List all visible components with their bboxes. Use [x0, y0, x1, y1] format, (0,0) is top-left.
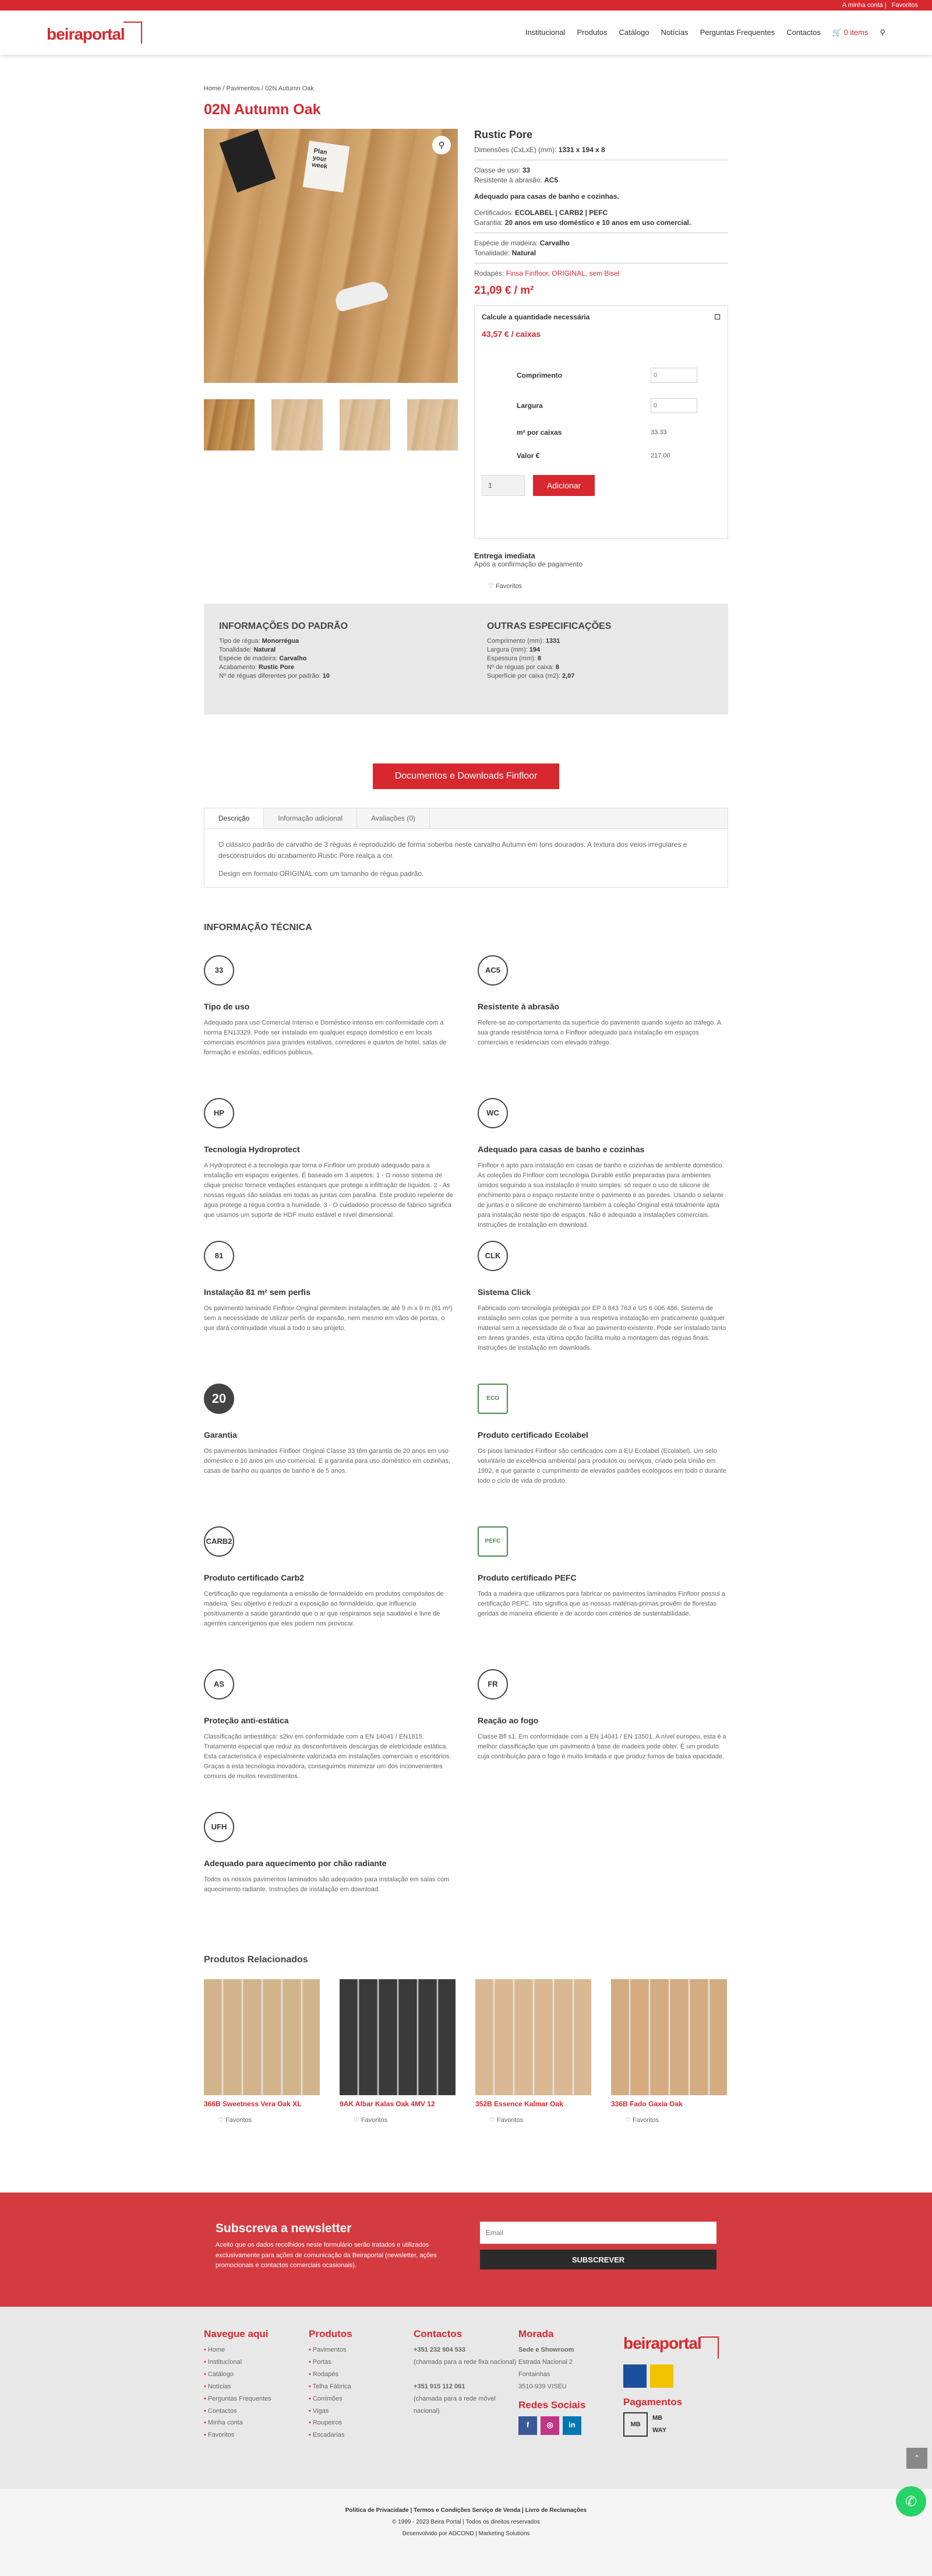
feature-title: Reação ao fogo: [478, 1716, 539, 1725]
footer-link[interactable]: • Catálogo: [204, 2369, 309, 2381]
related-image[interactable]: [475, 1979, 591, 2095]
phone-note: (chamada para a rede fixa nacional): [414, 2358, 517, 2366]
spec-label: Acabamento:: [219, 664, 257, 671]
thumbnail[interactable]: [340, 399, 390, 451]
product-main-image[interactable]: [204, 129, 458, 383]
morada-line: Sede e Showroom: [518, 2346, 574, 2354]
m2-label: m² por caixas: [517, 428, 562, 437]
copyright: © 1999 - 2023 Beira Portal | Todos os direitos reservados: [392, 2519, 540, 2525]
feature-title: Proteção anti-estática: [204, 1716, 289, 1725]
spec-value: 8: [555, 664, 559, 671]
valor-value: 217.00: [651, 452, 670, 459]
feature-text: Classe Bfl s1. Em conformidade com a EN 14041 / EN 13501. A nível europeu, esta é a melhor classificação que um pavimento à base de madeira pode obter. É um produto cuja contribuição para o fogo é muito limitada e que produz fumos de baixa opacidade.: [478, 1733, 726, 1760]
padrao-title: INFORMAÇÕES DO PADRÃO: [219, 621, 348, 631]
valor-label: Valor €: [517, 452, 540, 460]
feature-icon: HP: [204, 1098, 234, 1128]
rod-link[interactable]: Finsa Finfloor, ORIGINAL, sem Bisel: [506, 269, 620, 277]
ton-label: Tonalidade:: [474, 249, 510, 257]
logo-mark: [700, 2336, 719, 2359]
entrega-title: Entrega imediata: [474, 551, 535, 560]
related-name[interactable]: 366B Sweetness Vera Oak XL: [204, 2100, 302, 2108]
spec-label: Espécie de madeira:: [219, 655, 278, 662]
feature-title: Adequado para aquecimento por chão radiante: [204, 1859, 387, 1868]
back-to-top-button[interactable]: ⌃: [906, 2448, 927, 2469]
spec-label: Largura (mm):: [487, 646, 528, 653]
calc-title: Calcule a quantidade necessária: [482, 313, 590, 321]
comp-input[interactable]: [651, 368, 697, 383]
related-name[interactable]: 336B Fado Gaxia Oak: [611, 2100, 683, 2108]
footer-link[interactable]: • Roupeiros: [309, 2417, 414, 2429]
email-input[interactable]: [480, 2222, 716, 2244]
heart-icon: ♡: [218, 2117, 224, 2124]
tech-feature: [478, 1669, 728, 1812]
tech-feature: [204, 1098, 454, 1241]
footer-link[interactable]: • Minha conta: [204, 2417, 309, 2429]
footer-morada-title: Morada: [518, 2328, 554, 2339]
tech-feature: [204, 1384, 454, 1526]
add-to-cart-button[interactable]: Adicionar: [533, 475, 595, 496]
logo-text: beiraportal: [47, 25, 125, 43]
feature-text: Os pavimento laminado Finfloor Original permitem instalações de até 9 m x 9 m (81 m²) sem a necessidade de utilizar perfis de expansão, nem mesmo em vãos de portas, o que dará continuidade visual a todo o seu projeto.: [204, 1304, 453, 1332]
calc-checkbox[interactable]: ☐: [714, 313, 721, 321]
dim-value: 1331 x 194 x 8: [558, 146, 605, 154]
footer-contact-title: Contactos: [414, 2328, 463, 2339]
heart-icon: ♡: [354, 2117, 359, 2124]
spec-label: Comprimento (mm):: [487, 638, 544, 645]
abr-label: Resistente à abrasão:: [474, 176, 542, 184]
spec-value: 1331: [545, 638, 560, 645]
related-product[interactable]: [204, 1979, 320, 2124]
nav-noticias[interactable]: Notícias: [661, 28, 689, 37]
product-name: Rustic Pore: [474, 129, 533, 140]
feature-text: Os pavimentos laminados Finfloor Original Classe 33 têm garantia de 20 anos em uso doméstico e 10 anos em uso comercial. E a garantia para uso doméstico em cozinhas, casas de banho ou quartos de banho é de 5 anos.: [204, 1447, 451, 1474]
related-image[interactable]: [340, 1979, 456, 2095]
feature-icon: AS: [204, 1669, 234, 1699]
favorite-button[interactable]: [204, 2116, 320, 2124]
feature-icon: 20: [204, 1384, 234, 1414]
larg-label: Largura: [517, 402, 543, 410]
tech-feature: [478, 1384, 728, 1526]
footer: [0, 2307, 932, 2489]
legal-links[interactable]: Política de Privacidade | Termos e Condições Serviço de Venda | Livro de Reclamações: [345, 2507, 587, 2514]
related-product[interactable]: [340, 1979, 456, 2124]
footer-logo: [623, 2328, 728, 2359]
larg-input[interactable]: [651, 398, 697, 413]
feature-icon: WC: [478, 1098, 508, 1128]
tech-feature: [478, 1526, 728, 1669]
heart-icon: ♡: [489, 2117, 495, 2124]
footer-prod-title: Produtos: [309, 2328, 352, 2339]
site-header: [0, 10, 932, 55]
book-decoration: [220, 129, 276, 193]
feature-text: Fabricado com tecnologia protegida por EP 0 843 763 e US 6 006 486. Sistema de instalação sem colas que permite a sua respetiva instalação em praticamente qualquer material sem a necessidade de o fixar ao pavimento existente. Pode ser instalado tanto em áreas grandes, esta última opção facilita muito a montagem das réguas finais. Instruções de instalação em downloads.: [478, 1304, 726, 1352]
product-tabs: [204, 808, 728, 888]
comp-label: Comprimento: [517, 371, 562, 379]
logo-text: beiraportal: [623, 2334, 701, 2352]
social-title: Redes Sociais: [518, 2399, 586, 2410]
description-text: O clássico padrão de carvalho de 3 réguas é reproduzido de forma soberba neste carvalho Autumn em tons dourados. A textura dos veios irregulares e desconstruídos do acabamento Rustic Pore realça a cor.: [218, 840, 687, 860]
fav-label: Favoritos: [632, 2117, 659, 2124]
esp-value: Carvalho: [539, 239, 570, 247]
tech-title: INFORMAÇÃO TÉCNICA: [204, 923, 312, 932]
feature-text: Certificação que regulamenta a emissão de formaldeído em produtos compósitos de madeira. Seu objetivo é reduzir a exposição ao formaldeído, que influencia positivamente a saúde garantindo que o ar que respiramos seja saudável e livre de agentes cancerígenos que eles podem nos provocar.: [204, 1590, 444, 1627]
related-products: [204, 1955, 728, 2124]
spec-label: Tipo de régua:: [219, 638, 260, 645]
footer-link[interactable]: • Notícias: [204, 2381, 309, 2393]
feature-icon: CARB2: [204, 1526, 234, 1557]
feature-icon: CLK: [478, 1241, 508, 1271]
feature-title: Tecnologia Hydroprotect: [204, 1145, 300, 1154]
rod-label: Rodapés:: [474, 269, 504, 277]
feature-title: Resistente à abrasão: [478, 1002, 560, 1011]
feature-icon: 33: [204, 955, 234, 986]
whatsapp-icon[interactable]: ✆: [896, 2486, 926, 2517]
card-decoration: Plan your week: [303, 141, 350, 193]
morada-line: Estrada Nacional 2: [518, 2358, 573, 2366]
feature-text: Toda a madeira que utilizamos para fabricar os pavimentos laminados Finfloor possui a certificação PEFC. Isto significa que as nossas matérias-primas provêm de florestas geridas de maneira eficiente e de acordo com critérios de sustentabilidade.: [478, 1590, 725, 1617]
feature-title: Garantia: [204, 1430, 237, 1440]
product-info: [474, 129, 728, 590]
footer-link[interactable]: • Perguntas Frequentes: [204, 2393, 309, 2405]
description-text: Design em formato ORIGINAL com um tamanho de régua padrão.: [218, 870, 424, 878]
spec-value: Monorrégua: [262, 638, 299, 645]
payments-title: Pagamentos: [623, 2396, 683, 2408]
search-icon[interactable]: ⚲: [880, 28, 885, 37]
price-per-box: 43,57 € / caixas: [482, 329, 541, 339]
spec-value: 10: [322, 673, 330, 680]
phone-2[interactable]: +351 915 112 061: [414, 2383, 465, 2390]
cart-link[interactable]: [832, 28, 869, 37]
favorite-button[interactable]: [474, 582, 728, 590]
tab-avaliacoes[interactable]: Avaliações (0): [357, 808, 430, 828]
spec-label: Nº de réguas por caixa:: [487, 664, 554, 671]
footer-link[interactable]: • Portas: [309, 2356, 414, 2369]
tech-feature: [478, 955, 728, 1098]
esp-label: Espécie de madeira:: [474, 239, 538, 247]
feature-text: Finfloor é apto para instalação em casas de banho e cozinhas de ambiente doméstico. As coleções do Finfloor com tecnologia Durable estão preparadas para ambientes úmidos seguindo a sua instalação é muito simples: só requer o uso de silicone de enchimento para o espaço restante entre o pavimento e as paredes. Usando o selante de juntas e o silicone de enchimento também a coleção Original está totalmente apta para instalação neste tipo de espaços. Não é adequado a instalações comerciais. Instruções de instalação em download.: [478, 1162, 724, 1229]
ton-value: Natural: [511, 249, 536, 257]
multibanco-icon: MB: [623, 2412, 648, 2437]
feature-title: Produto certificado PEFC: [478, 1573, 577, 1582]
related-product[interactable]: [475, 1979, 591, 2124]
zoom-icon[interactable]: ⚲: [432, 136, 451, 154]
feature-icon: UFH: [204, 1812, 234, 1842]
footer-link[interactable]: • Pavimentos: [309, 2344, 414, 2356]
footer-link[interactable]: • Contactos: [204, 2405, 309, 2417]
product-price: 21,09 € / m²: [474, 284, 534, 297]
cert-value: ECOLABEL | CARB2 | PEFC: [515, 209, 608, 217]
spec-value: 2,07: [562, 673, 575, 680]
feature-text: Refere-se ao comportamento da superfície do pavimento quando sujeito ao tráfego. A sua grande resistência torna o Finfloor adequado para instalação em espaços comerciais e residenciais com elevado tráfego.: [478, 1019, 721, 1046]
tech-feature: [204, 1812, 454, 1955]
nav-contactos[interactable]: Contactos: [786, 28, 821, 37]
main-nav: [525, 28, 885, 37]
nav-faq[interactable]: Perguntas Frequentes: [700, 28, 775, 37]
feature-icon: AC5: [478, 955, 508, 986]
feature-title: Adequado para casas de banho e cozinhas: [478, 1145, 645, 1154]
uso-value: 33: [522, 166, 531, 174]
feature-icon: FR: [478, 1669, 508, 1699]
fav-label: Favoritos: [495, 583, 523, 590]
quantity-input[interactable]: 1: [482, 475, 525, 496]
fav-label: Favoritos: [225, 2117, 252, 2124]
mbway-icon: MB WAY: [652, 2415, 667, 2434]
shoe-decoration: [333, 279, 389, 312]
tech-feature: [478, 1098, 728, 1241]
instagram-icon[interactable]: ◎: [541, 2416, 559, 2435]
phone-1[interactable]: +351 232 904 533: [414, 2346, 466, 2354]
bottom-bar: [0, 2489, 932, 2576]
nav-catalogo[interactable]: Catálogo: [619, 28, 649, 37]
feature-text: Adequado para uso Comercial Intenso e Doméstico intenso em conformidade com a norma EN13329. Pode ser instalado em qualquer espaço doméstico e em locais comerciais escritórios para grandes estalivos, corredores e quartos de hotel, salas de formação e escolas, edifícios públicos.: [204, 1019, 447, 1056]
footer-link[interactable]: • Escadarias: [309, 2429, 414, 2441]
footer-link[interactable]: • Rodapés: [309, 2369, 414, 2381]
favorite-button[interactable]: [611, 2116, 727, 2124]
spec-label: Nº de réguas diferentes por padrão:: [219, 673, 321, 680]
morada-line: 3510-939 VISEU: [518, 2383, 567, 2390]
account-link[interactable]: A minha conta: [842, 2, 883, 9]
heart-icon: ♡: [488, 583, 494, 590]
abr-value: AC5: [544, 176, 559, 184]
footer-link[interactable]: • Vigas: [309, 2405, 414, 2417]
spec-label: Superfície por caixa (m2):: [487, 673, 560, 680]
cart-count: 0 items: [843, 28, 869, 37]
related-image[interactable]: [204, 1979, 320, 2095]
fav-label: Favoritos: [361, 2117, 388, 2124]
page-title: 02N Autumn Oak: [204, 101, 321, 118]
footer-nav-title: Navegue aqui: [204, 2328, 269, 2339]
tech-feature: [478, 1241, 728, 1384]
thumbnail[interactable]: [271, 399, 322, 451]
feature-title: Sistema Click: [478, 1287, 531, 1297]
feature-title: Tipo de uso: [204, 1002, 250, 1011]
related-title: Produtos Relacionados: [204, 1955, 308, 1965]
feature-title: Produto certificado Ecolabel: [478, 1430, 588, 1440]
spec-label: Espessura (mm):: [487, 655, 536, 662]
cart-icon: 🛒: [832, 28, 842, 37]
footer-link[interactable]: • Telha Fábrica: [309, 2381, 414, 2393]
nav-produtos[interactable]: Produtos: [577, 28, 608, 37]
footer-link[interactable]: • Institucional: [204, 2356, 309, 2369]
facebook-icon[interactable]: f: [518, 2416, 537, 2435]
spec-value: Rustic Pore: [258, 664, 295, 671]
tech-feature: [204, 1526, 454, 1669]
top-bar: A minha conta | Favoritos: [0, 0, 932, 10]
fav-label: Favoritos: [496, 2117, 524, 2124]
feature-icon: 81: [204, 1241, 234, 1271]
feature-text: A Hydroprotect é a tecnologia que torna o Finfloor um produto adequado para a instalação em espaços exigentes. É baseado em 3 aspetos: 1 - O nosso sistema de clique preciso fornece vedações estanques que protege a infiltração de líquidos. 2 - As nossas réguas são seladas em todas as juntas com parafina. Este produto repelente de água protege a régua contra a humidade. 3 - O cuidadoso processo de fabrico significa que usamos um suporte de HDF muito estável e nível dimensional.: [204, 1162, 454, 1219]
related-name[interactable]: 9AK Albar Kalas Oak 4MV 12: [340, 2100, 435, 2108]
favorite-button[interactable]: [340, 2116, 456, 2124]
thumbnail[interactable]: [204, 399, 255, 451]
gar-label: Garantia:: [474, 219, 503, 227]
technical-info: [204, 923, 728, 1955]
feature-title: Produto certificado Carb2: [204, 1573, 304, 1582]
favorites-link[interactable]: Favoritos: [891, 2, 918, 9]
logo[interactable]: [47, 22, 142, 44]
downloads-button[interactable]: Documentos e Downloads Finfloor: [373, 763, 559, 789]
tech-feature: [204, 955, 454, 1098]
subscribe-button[interactable]: SUBSCREVER: [480, 2250, 716, 2269]
feature-text: Classificação antiestática: ≤2kv em conformidade com a EN 14041 / EN1815. Tratamento especial que reduz as desconfortáveis descargas de eletricidade estática. Esta característica é especialmente valorizada em instalações comerciais e escritórios. Graças a esta tecnologia inovadora, conseguimos minimizar um dos inconvenientes comuns de muitos revestimentos.: [204, 1733, 451, 1780]
spec-value: Carvalho: [279, 655, 307, 662]
dim-label: Dimensões (CxLxE) (mm):: [474, 146, 557, 154]
footer-link[interactable]: • Favoritos: [204, 2429, 309, 2441]
heart-icon: ♡: [625, 2117, 631, 2124]
feature-icon: PEFC: [478, 1526, 508, 1557]
morada-line: Fontainhas: [518, 2370, 550, 2378]
tech-feature: [204, 1669, 454, 1812]
tab-descricao[interactable]: Descrição: [204, 808, 264, 828]
related-image[interactable]: [611, 1979, 727, 2095]
certification-badge: [623, 2364, 647, 2388]
quantity-calculator: [474, 305, 728, 539]
feature-title: Instalação 81 m² sem perfis: [204, 1287, 310, 1297]
footer-link[interactable]: • Corrimões: [309, 2393, 414, 2405]
feature-text: Os pisos laminados Finfloor são certificados com a EU Ecolabel (Ecolabel). Um selo voluntário de excelência ambiental para produtos ou serviços, criado pela União em 1992, e que garante o cumprimento de elevados padrões ecológicos em todo o durante todo o ciclo de vida do produto.: [478, 1447, 726, 1484]
feature-icon: ECO: [478, 1384, 508, 1414]
newsletter-title: Subscreva a newsletter: [216, 2222, 352, 2235]
gar-value: 20 anos em uso doméstico e 10 anos em uso comercial.: [504, 219, 691, 227]
newsletter-text: Aceito que os dados recolhidos neste formulário serão tratados e utilizados exclusivamente para ações de comunicação da Beiraportal (newsletter, ações promocionais e contactos comerciais ocasionais).: [216, 2241, 437, 2269]
product-gallery: [204, 129, 458, 590]
favorite-button[interactable]: [475, 2116, 591, 2124]
m2-value: 33.33: [651, 429, 667, 436]
related-name[interactable]: 352B Essence Kalmar Oak: [475, 2100, 563, 2108]
spec-value: 194: [529, 646, 541, 653]
newsletter-section: [0, 2193, 932, 2307]
spec-label: Tonalidade:: [219, 646, 252, 653]
bath-note: Adequado para casas de banho e cozinhas.: [474, 192, 619, 200]
developer-credit: Desenvolvido por ADCOND | Marketing Solutions: [402, 2531, 530, 2537]
footer-link[interactable]: • Home: [204, 2344, 309, 2356]
tab-info-adicional[interactable]: Informação adicional: [264, 808, 357, 828]
nav-institucional[interactable]: Institucional: [525, 28, 566, 37]
cert-label: Certificados:: [474, 209, 513, 217]
phone-note: (chamada para a rede móvel nacional): [414, 2395, 496, 2415]
certification-badge: [650, 2364, 673, 2388]
specs-panel: [204, 604, 728, 715]
linkedin-icon[interactable]: in: [563, 2416, 581, 2435]
related-product[interactable]: [611, 1979, 727, 2124]
outras-title: OUTRAS ESPECIFICAÇÕES: [487, 621, 612, 631]
thumbnail[interactable]: [407, 399, 458, 451]
tech-feature: [204, 1241, 454, 1384]
breadcrumb: Home / Pavimentos / 02N Autumn Oak: [204, 85, 314, 92]
feature-text: Todos os nossos pavimentos laminados são adequados para instalação em salas com aquecimento radiante. Instruções de instalação em download.: [204, 1875, 450, 1893]
logo-mark: [123, 22, 142, 44]
spec-value: 8: [537, 655, 541, 662]
entrega-sub: Após a confirmação de pagamento: [474, 560, 583, 568]
uso-label: Classe de uso:: [474, 166, 521, 174]
spec-value: Natural: [253, 646, 276, 653]
